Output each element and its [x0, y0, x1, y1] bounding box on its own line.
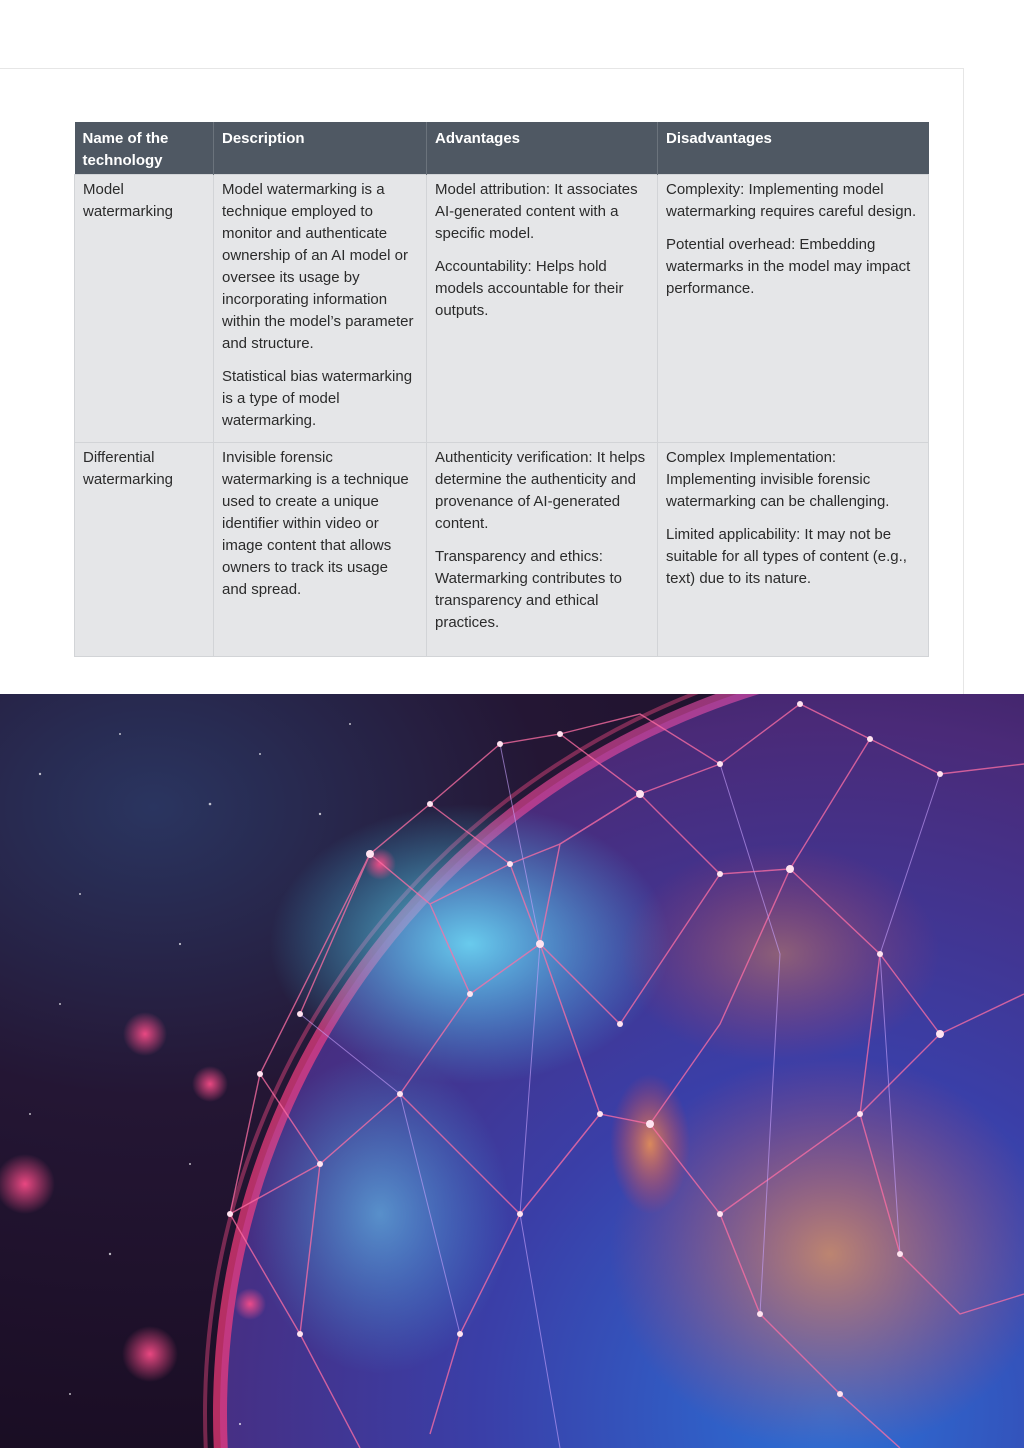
advantage-paragraph: Authenticity verification: It helps determine the authenticity and provenance of AI-generated content.	[435, 449, 646, 532]
watermarking-technologies-table	[74, 122, 929, 657]
cell-description	[214, 175, 427, 443]
disadvantage-paragraph: Potential overhead: Embedding watermarks in the model may impact performance.	[666, 236, 911, 297]
network-globe-image	[0, 694, 1024, 1448]
header-advantages: Advantages	[427, 122, 658, 175]
cell-advantages	[427, 175, 658, 443]
cell-name: Differential watermarking	[75, 443, 214, 657]
cell-advantages	[427, 443, 658, 657]
cell-name: Model watermarking	[75, 175, 214, 443]
globe-illustration	[0, 694, 1024, 1448]
advantage-paragraph: Transparency and ethics: Watermarking contributes to transparency and ethical practices.	[435, 548, 623, 631]
table-row	[75, 175, 929, 443]
description-paragraph: Model watermarking is a technique employed to monitor and authenticate ownership of an AI model or oversee its usage by incorporating information within the model’s parameter and structure.	[222, 181, 414, 352]
table-header-row	[75, 122, 929, 175]
table-row	[75, 443, 929, 657]
header-name: Name of the technology	[75, 122, 214, 175]
cell-disadvantages	[658, 443, 929, 657]
advantage-paragraph: Accountability: Helps hold models accountable for their outputs.	[435, 258, 624, 319]
cell-disadvantages	[658, 175, 929, 443]
advantage-paragraph: Model attribution: It associates AI-generated content with a specific model.	[435, 181, 638, 242]
disadvantage-paragraph: Complex Implementation: Implementing invisible forensic watermarking can be challenging.	[666, 449, 890, 510]
description-paragraph: Invisible forensic watermarking is a technique used to create a unique identifier within video or image content that allows owners to track its usage and spread.	[222, 449, 409, 598]
description-paragraph: Statistical bias watermarking is a type of model watermarking.	[222, 368, 413, 429]
disadvantage-paragraph: Complexity: Implementing model watermarking requires careful design.	[666, 181, 917, 220]
cell-description	[214, 443, 427, 657]
header-description: Description	[214, 122, 427, 175]
disadvantage-paragraph: Limited applicability: It may not be suitable for all types of content (e.g., text) due to its nature.	[666, 526, 907, 587]
header-disadvantages: Disadvantages	[658, 122, 929, 175]
